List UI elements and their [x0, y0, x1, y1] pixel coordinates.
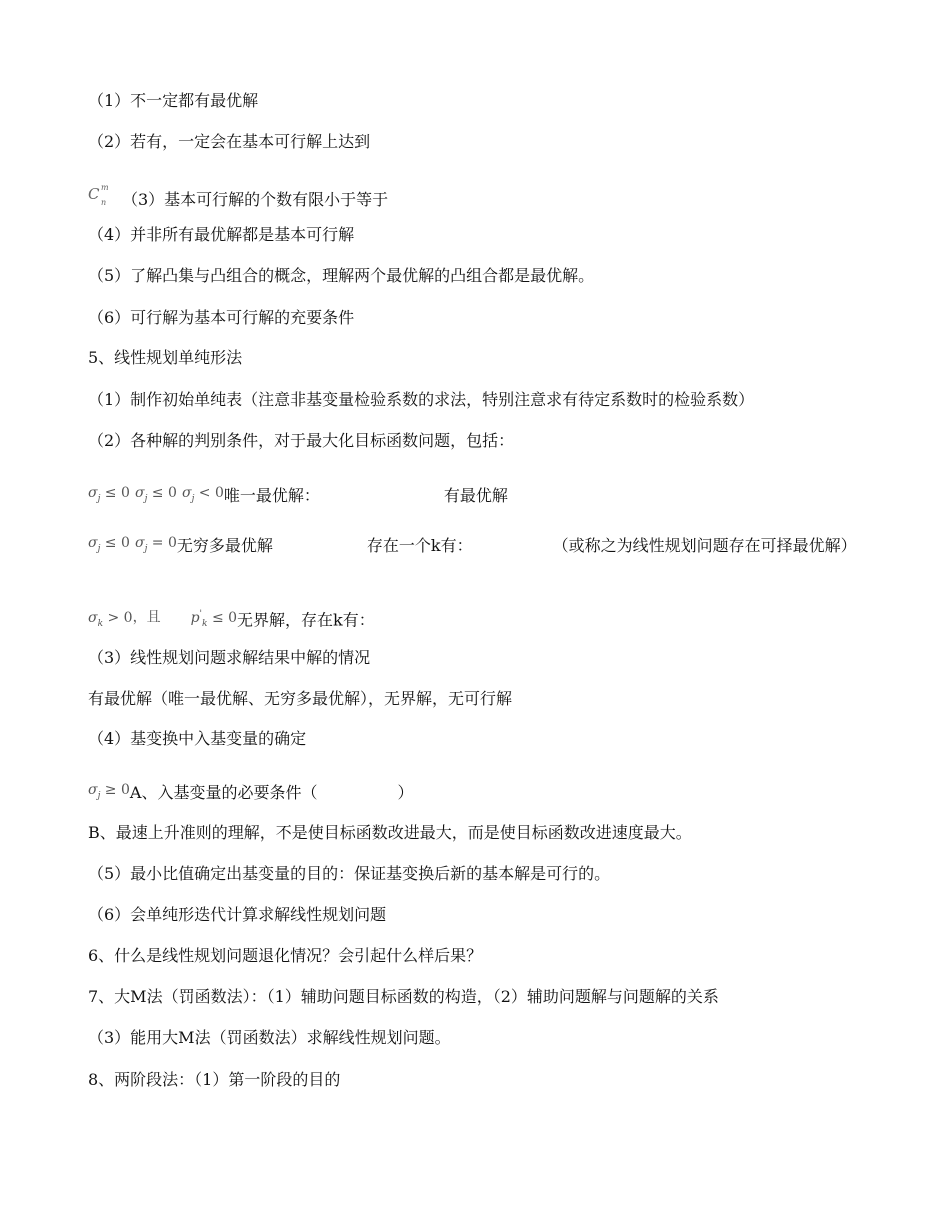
sigma-formula-2: $\sigma_j \le 0$: [135, 485, 177, 504]
sigma-k-formula: $\sigma_k > 0$: [88, 609, 133, 629]
text-line-19: （6）会单纯形迭代计算求解线性规划问题: [88, 905, 387, 924]
unique-optimal-label: 唯一最优解：: [223, 486, 320, 505]
unbounded-label: 无界解，存在k有：: [237, 610, 375, 630]
exists-k-label: 存在一个k有：: [366, 536, 473, 555]
text-line-6: （6）可行解为基本可行解的充要条件: [88, 308, 355, 327]
sigma-formula-4: $\sigma_j \le 0$: [88, 535, 130, 554]
text-line-10: [88, 481, 890, 511]
text-line-1: （1）不一定都有最优解: [88, 91, 259, 110]
sigma-formula-1: $\sigma_j \le 0$: [88, 485, 130, 504]
section-heading-6: 6、什么是线性规划问题退化情况？会引起什么样后果？: [88, 946, 483, 965]
text-line-12: [88, 602, 890, 635]
text-line-22: （3）能用大M法（罚函数法）求解线性规划问题。: [88, 1028, 451, 1047]
text-line-13: （3）线性规划问题求解结果中解的情况: [88, 648, 371, 667]
text-line-3-content: （3）基本可行解的个数有限小于等于: [122, 190, 389, 209]
text-line-14: 有最优解（唯一最优解、无穷多最优解），无界解，无可行解: [88, 689, 513, 708]
and-label: ，且: [132, 609, 161, 626]
combination-formula: C m n: [88, 183, 109, 207]
entering-variable-condition: A、入基变量的必要条件（ ）: [129, 783, 414, 802]
section-heading-5: 5、线性规划单纯形法: [88, 348, 243, 367]
text-line-9: （2）各种解的判别条件，对于最大化目标函数问题，包括：: [88, 431, 515, 450]
text-line-17: B、最速上升准则的理解，不是使目标函数改进最大，而是使目标函数改进速度最大。: [88, 823, 692, 842]
text-line-18: （5）最小比值确定出基变量的目的：保证基变换后新的基本解是可行的。: [88, 864, 611, 883]
sigma-formula-3: $\sigma_j < 0$: [182, 485, 224, 504]
text-line-15: （4）基变换中入基变量的确定: [88, 729, 307, 748]
text-line-4: （4）并非所有最优解都是基本可行解: [88, 225, 355, 244]
sigma-formula-5: $\sigma_j = 0$: [135, 535, 177, 554]
text-line-16: [88, 778, 890, 808]
text-line-2: （2）若有，一定会在基本可行解上达到: [88, 132, 371, 151]
p-k-formula: $p'_k \le 0$: [190, 609, 238, 629]
infinite-optimal-label: 无穷多最优解: [176, 536, 273, 555]
text-line-11: [88, 531, 890, 561]
has-optimal-label: 有最优解: [443, 486, 508, 505]
sigma-ge-formula: $\sigma_j \ge 0$: [88, 782, 130, 801]
section-heading-7: 7、大M法（罚函数法）：（1）辅助问题目标函数的构造，（2）辅助问题解与问题解的关系: [88, 987, 719, 1006]
text-line-5: （5）了解凸集与凸组合的概念，理解两个最优解的凸组合都是最优解。: [88, 266, 595, 285]
alternative-optimal-note: （或称之为线性规划问题存在可择最优解）: [552, 536, 857, 555]
section-heading-8: 8、两阶段法：（1）第一阶段的目的: [88, 1070, 341, 1089]
text-line-3: [88, 180, 890, 212]
text-line-8: （1）制作初始单纯表（注意非基变量检验系数的求法，特别注意求有待定系数时的检验系数）: [88, 390, 755, 409]
